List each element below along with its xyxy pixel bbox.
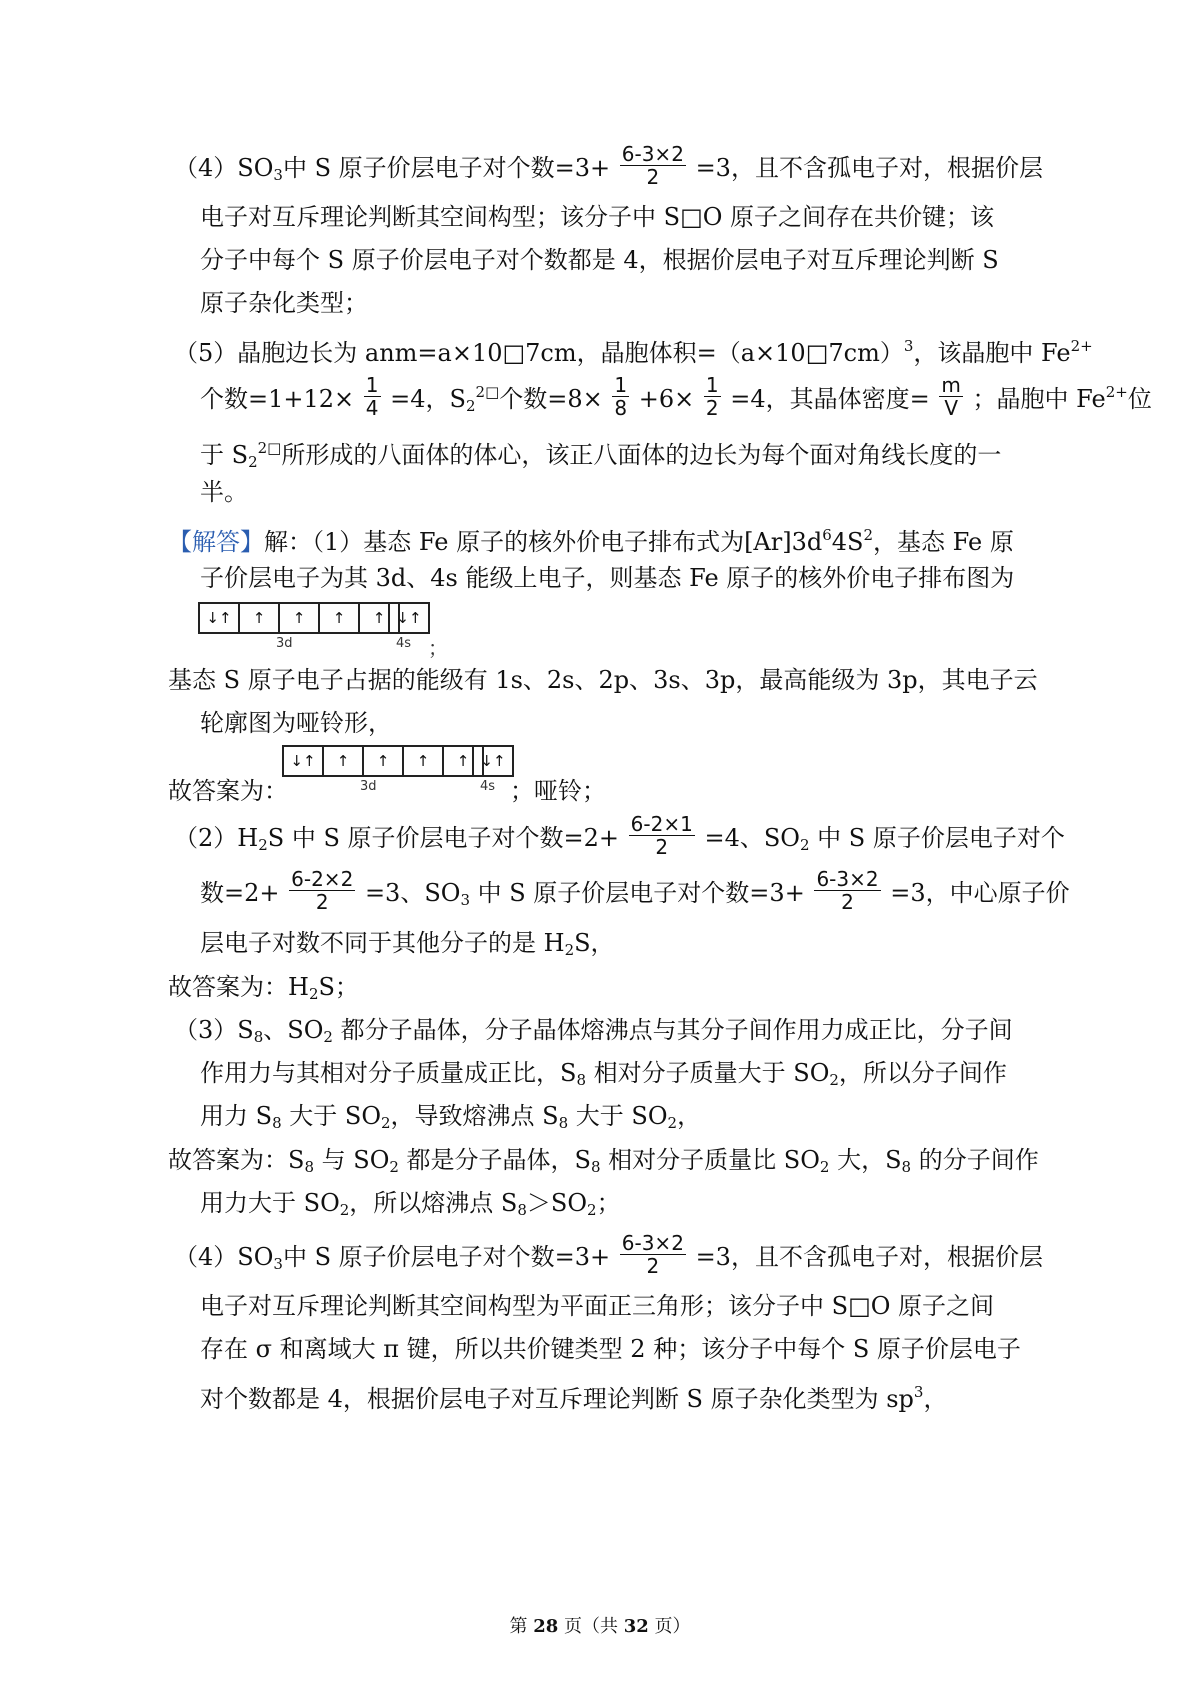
orbital-label-4s: 4s [480, 779, 496, 794]
fraction: $\frac{6-3\times 2}{2}$ [621, 142, 684, 189]
p4b-line4: 对个数都是 4，根据价层电子对互斥理论判断 S 原子杂化类型为 $sp^3$， [200, 1383, 948, 1413]
orbital-cell: ↓↑ [284, 747, 324, 775]
orbital-cell: ↑ [240, 604, 280, 632]
q2-answer: 故答案为：$H_2S$； [168, 973, 359, 1003]
orbital-label-3d: 3d [360, 779, 377, 794]
answer-line5-tail: ；哑铃； [510, 777, 606, 805]
page-total: 32 [623, 1616, 649, 1637]
p4b-line3: 存在 σ 和离域大 π 键，所以共价键类型 2 种；该分子中每个 S 原子价层电子 [200, 1335, 1021, 1363]
fraction: $\frac{6-2\times 2}{2}$ [291, 867, 354, 914]
answer-line1: 【解答】解：（1）基态 Fe 原子的核外价电子排布式为$[Ar]3d^64S^2$，基态 Fe 原 [168, 526, 1014, 556]
orbital-4s-box [388, 602, 430, 634]
fraction: $\frac{6-2\times 1}{2}$ [630, 812, 693, 859]
orbital-cell: ↓↑ [200, 604, 240, 632]
q3-line2: 作用力与其相对分子质量成正比，$S_8$ 相对分子质量大于 $SO_2$，所以分子间作 [200, 1059, 1007, 1089]
fraction: $\frac{m}{V}$ [941, 373, 961, 420]
orbital-4s-box [472, 745, 514, 777]
q2-line3: 层电子对数不同于其他分子的是 $H_2S$， [200, 929, 615, 959]
answer-tag: 【解答】 [168, 528, 264, 556]
answer-line3: 基态 S 原子电子占据的能级有 1s、2s、2p、3s、3p，最高能级为 3p，其电子云 [168, 666, 1038, 694]
fraction: $\frac{6-3\times 2}{2}$ [816, 867, 879, 914]
orbital-cell: ↑ [324, 747, 364, 775]
p5-line1: （5）晶胞边长为 anm=a×10□7cm，晶胞体积=（a×10□7cm）$^3$，该晶胞中 $Fe^{2+}$ [174, 337, 1093, 367]
p5-line4: 半。 [200, 478, 248, 506]
orbital-3d-boxes [198, 602, 400, 634]
semicolon: ； [428, 636, 448, 660]
p4b-line2: 电子对互斥理论判断其空间构型为平面正三角形；该分子中 S□O 原子之间 [200, 1292, 995, 1320]
answer-line5: 故答案为： [168, 777, 288, 805]
page-footer: 第 28 页（共 32 页） [509, 1616, 691, 1637]
orbital-cell: ↑ [456, 752, 470, 770]
answer-line4: 轮廓图为哑铃形， [200, 709, 392, 737]
page-number: 28 [533, 1616, 559, 1637]
orbital-label-3d: 3d [276, 636, 293, 651]
orbital-cell: ↓↑ [480, 752, 506, 770]
p4a-line3: 分子中每个 S 原子价层电子对个数都是 4，根据价层电子对互斥理论判断 S [200, 246, 999, 274]
orbital-cell: ↑ [364, 747, 404, 775]
fraction: $\frac{6-3\times 2}{2}$ [621, 1231, 684, 1278]
p4b-line1: $(4)SO_3$中 S 原子价层电子对个数=3+ $\frac{6-3\times 2}{2}$ =3，且不含孤电子对，根据价层 [174, 1231, 1043, 1278]
q3-answer-line2: 用力大于 $SO_2$，所以熔沸点 $S_8>SO_2$； [200, 1189, 621, 1219]
orbital-cell: ↑ [280, 604, 320, 632]
q3-line1: $(3)S_8$、$SO_2$ 都分子晶体，分子晶体熔沸点与其分子间作用力成正比，分子间 [174, 1016, 1013, 1046]
orbital-cell: ↑ [320, 604, 360, 632]
q2-line1: $(2)H_2S$ 中 S 原子价层电子对个数=2+ $\frac{6-2\times 1}{2}$ =4、$SO_2$ 中 S 原子价层电子对个 [174, 812, 1065, 859]
p4a-line1: $(4)SO_3$中 S 原子价层电子对个数=3+ $\frac{6-3\times 2}{2}$ =3，且不含孤电子对，根据价层 [174, 142, 1043, 189]
orbital-cell: ↓↑ [396, 609, 422, 627]
p4a-line4: 原子杂化类型； [200, 289, 368, 317]
fraction: $\frac{1}{4}$ [365, 373, 379, 420]
orbital-diagram [198, 602, 458, 660]
p5-line2: 个数=1+12× $\frac{1}{4}$ =4，$S_2^{2□}$个数=8× $\frac{1}{8}$ +6× $\frac{1}{2}$ =4，其晶体密度= $\frac{m}{V}$ ；晶胞中 $Fe^{2+}$位 [200, 373, 1152, 420]
p4a-line2: 电子对互斥理论判断其空间构型；该分子中 S□O 原子之间存在共价键；该 [200, 203, 995, 231]
orbital-cell: ↑ [372, 609, 386, 627]
q3-answer-line1: 故答案为：$S_8$ 与 $SO_2$ 都是分子晶体，$S_8$ 相对分子质量比 $SO_2$ 大，$S_8$ 的分子间作 [168, 1146, 1039, 1176]
q2-line2: 数=2+ $\frac{6-2\times 2}{2}$ =3、$SO_3$ 中 S 原子价层电子对个数=3+ $\frac{6-3\times 2}{2}$ =3，中心原子价 [200, 867, 1070, 914]
q3-line3: 用力 $S_8$ 大于 $SO_2$，导致熔沸点 $S_8$ 大于 $SO_2$， [200, 1102, 702, 1132]
orbital-3d-boxes [282, 745, 484, 777]
fraction: $\frac{1}{8}$ [614, 373, 628, 420]
fraction: $\frac{1}{2}$ [705, 373, 719, 420]
answer-line2: 子价层电子为其 3d、4s 能级上电子，则基态 Fe 原子的核外价电子排布图为 [200, 564, 1015, 592]
orbital-cell: ↑ [404, 747, 444, 775]
orbital-label-4s: 4s [396, 636, 412, 651]
p5-line3: 于 $S_2^{2□}$所形成的八面体的体心，该正八面体的边长为每个面对角线长度的一 [200, 439, 1002, 471]
